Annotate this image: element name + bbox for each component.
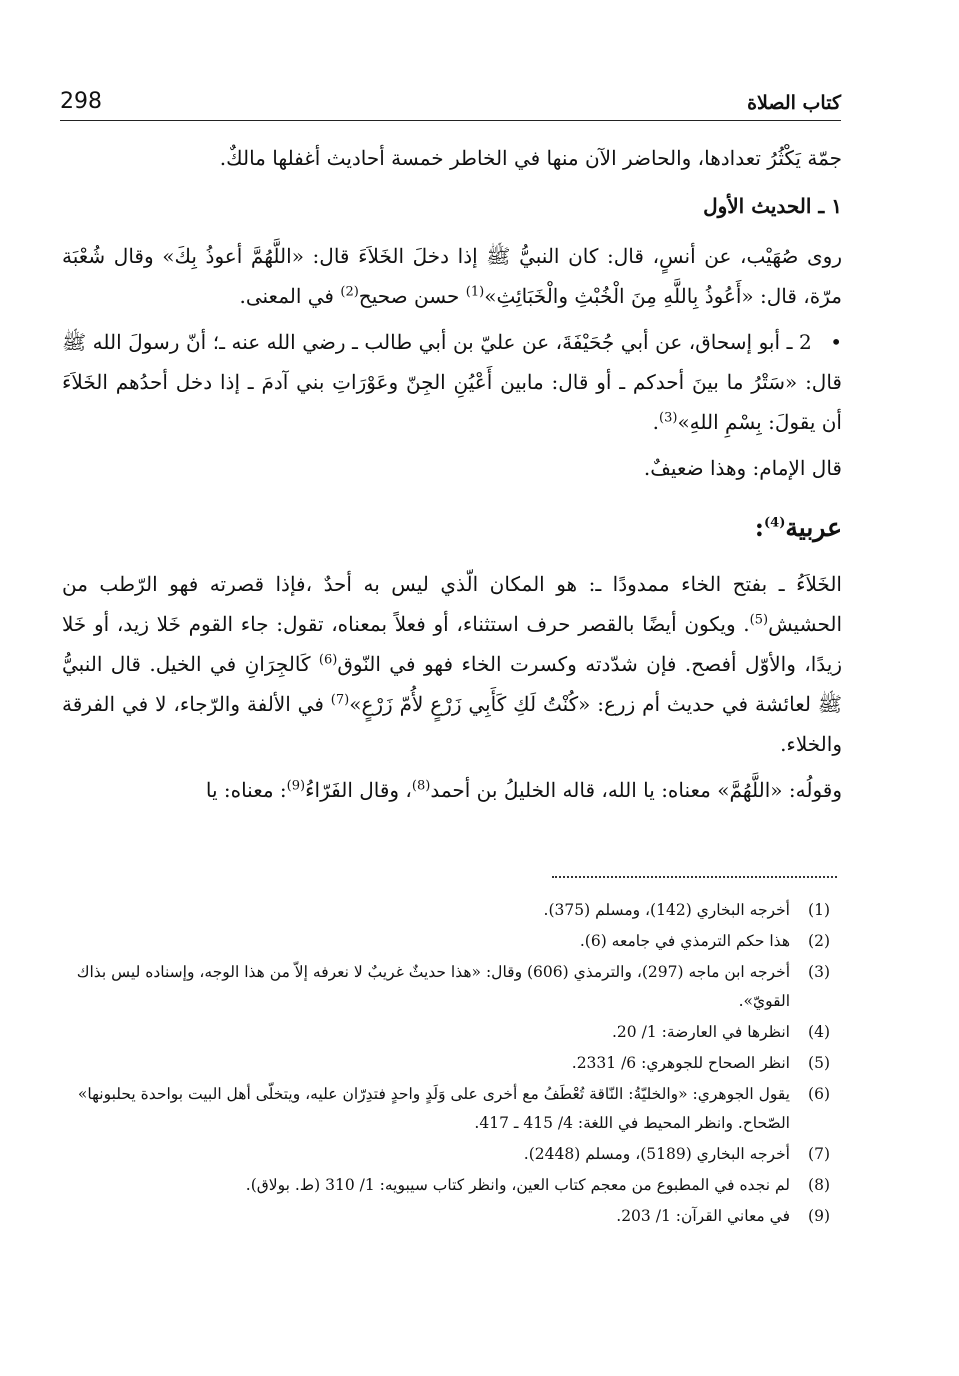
footnote-ref-6[interactable]: (6) [318,652,338,668]
footnote-item [62,1049,838,1078]
footnote-text: انظرها في العارضة: 1/ 20. [611,1023,790,1041]
bullet-marker: • [830,330,843,354]
page-header [60,80,841,114]
footnote-number: (7) [808,1145,830,1163]
allahumma-text-a: وقولُه: «اللَّهُمَّ» معناه: يا الله، قاله الخليلُ بن أحمد [430,778,842,802]
paragraph-allahumma [62,770,842,810]
hadith-heading-1: ١ ـ الحديث الأول [703,194,842,218]
footnote-text: يقول الجوهري: «والخليّةُ: النّاقة تُعْطَفُ مع أخرى على وَلَدٍ واحدٍ فتدِرّان عليه، ويتخلّى أهل البيت بواحدة يحلبونها» الصّحاح. وانظر المحيط في اللغة: 4/ 415 ـ 417. [77,1085,790,1132]
hadith-2-text: 2 ـ أبو إسحاق، عن أبي جُحَيْفَةَ، عن عليّ بن أبي طالب ـ رضي الله عنه ـ؛ أنّ رسولَ الله ﷺ قال: «سَتْرُ ما بينَ أحدكم ـ أو قال: مابين أَعْيُنِ الجِنّ وعَوْرَاتِ بني آدمَ ـ إذا دخل أحدُهم الخَلاَءَ أن يقولَ: بِسْمِ اللهِ» [62,330,842,434]
footnote-text: أخرجه ابن ماجه (297)، والترمذي (606) وقال: «هذا حديثٌ غريبٌ لا نعرفه إلاّ من هذا الوجه، وإسناده ليس بذاك القويّ». [76,963,790,1010]
section-heading-arabiyya [62,508,842,548]
footnote-text: لم نجده في المطبوع من معجم كتاب العين، وانظر كتاب سيبويه: 1/ 310 (ط. بولاق). [245,1176,790,1194]
footnote-item [62,1202,838,1231]
hadith-1-grade: حسن صحيح [358,284,466,308]
header-rule [60,120,841,121]
footnote-item [62,1080,838,1138]
paragraph-intro: جمّة يَكْثُرُ تعدادها، والحاضر الآن منها في الخاطر خمسة أحاديث أغفلها مالكٌ. [219,146,842,170]
khala-text-d: في الألفة والرّجاء، لا في الفرقة والخلاء. [62,692,842,756]
footnote-ref-1[interactable]: (1) [465,284,485,300]
footnote-text: هذا حكم الترمذي في جامعه (6). [579,932,790,950]
footnote-item [62,1018,838,1047]
footnote-number: (8) [808,1176,830,1194]
paragraph-imam-comment: قال الإمام: وهذا ضعيفٌ. [643,456,842,480]
footnote-text: في معاني القرآن: 1/ 203. [616,1207,790,1225]
footnote-number: (4) [808,1023,830,1041]
main-text [62,138,842,816]
footnote-text: انظر الصحاح للجوهري: 6/ 2331. [571,1054,790,1072]
page-number: 298 [60,89,102,114]
paragraph-khala [62,564,842,764]
footnote-text: أخرجه البخاري (5189)، ومسلم (2448). [523,1145,790,1163]
footnote-ref-3[interactable]: (3) [659,410,678,426]
footnote-number: (6) [808,1085,830,1103]
hadith-1-text: روى صُهَيْب، عن أنسٍ، قال: كان النبيُّ ﷺ إذا دخلَ الخَلاَءَ قال: «اللَّهُمَّ أعوذُ بِكَ» وقال شُعْبَة مرّة، قال: «أَعُوذُ بِاللَّهِ مِنَ الْخُبْثِ والْخَبَائِثِ» [62,244,842,308]
paragraph-hadith-2 [62,322,842,442]
footnote-separator [552,876,837,878]
footnote-number: (2) [808,932,830,950]
footnote-number: (1) [808,901,830,919]
footnote-item [62,896,838,925]
footnotes [62,896,838,1233]
footnote-item [62,927,838,956]
footnote-number: (5) [808,1054,830,1072]
footnote-ref-2[interactable]: (2) [340,284,359,300]
footnote-ref-8[interactable]: (8) [411,778,431,794]
hadith-1-end: في المعنى. [239,284,341,308]
section-heading-colon: : [754,513,765,542]
footnote-item [62,1171,838,1200]
hadith-2-end: . [652,410,659,434]
paragraph-hadith-1 [62,236,842,316]
allahumma-text-b: ، وقال الفَرّاءُ [305,778,412,802]
footnote-text: أخرجه البخاري (142)، ومسلم (375). [543,901,790,919]
footnote-ref-5[interactable]: (5) [749,612,769,628]
section-heading-text: عربية [785,513,842,542]
khala-text-a: الخَلاَءُ ـ بفتح الخاء ممدودًا ـ: هو المكان الّذي ليس به أحدٌ ،فإذا قصرته فهو الرّطب من الحشيش [62,572,842,636]
footnote-item [62,958,838,1016]
footnote-item [62,1140,838,1169]
footnote-ref-9[interactable]: (9) [286,778,306,794]
khala-text-c: كَالجِرَانِ في الخيل. قال النبيُّ ﷺ لعائشة في حديث أم زرع: «كُنْتُ لَكِ كَأَبِي زَرْعٍ لأُمّ زَرْعٍ» [62,652,842,716]
footnote-number: (3) [808,963,830,981]
allahumma-text-c: : معناه: يا [205,778,287,802]
footnote-ref-4[interactable]: (4) [764,515,786,531]
footnote-number: (9) [808,1207,830,1225]
khala-text-b: . ويكون أيضًا بالقصر حرف استثناء، أو فعلاً بمعناه، تقول: جاء القوم خَلا زيد، أو خَلا زيدًا، والأوّل أفصح. فإن شدّدته وكسرت الخاء فهو في النّوق [62,612,842,676]
footnote-ref-7[interactable]: (7) [330,692,350,708]
running-head: كتاب الصلاة [747,92,841,114]
